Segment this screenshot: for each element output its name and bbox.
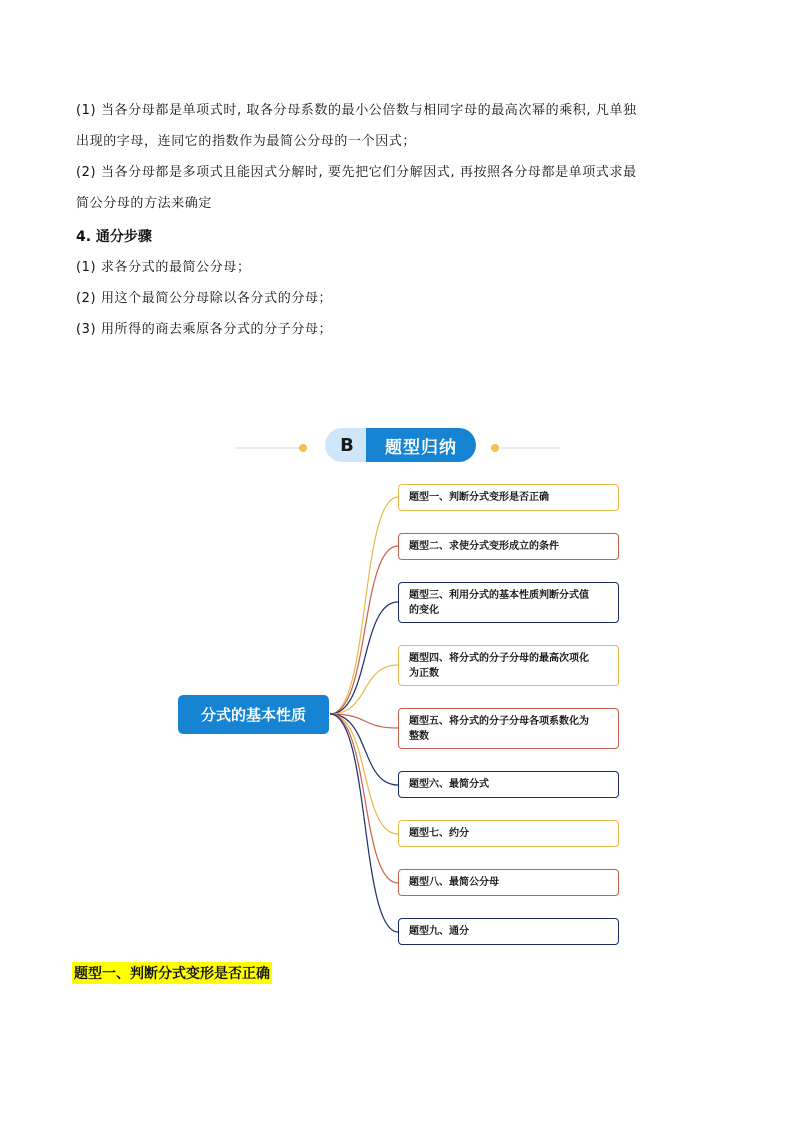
mindmap-root: 分式的基本性质 <box>178 695 329 734</box>
branch-1-label: 题型一、判断分式变形是否正确 <box>409 492 549 503</box>
branch-2-label: 题型二、求使分式变形成立的条件 <box>409 541 559 552</box>
branch-3-label-line-1: 题型三、利用分式的基本性质判断分式值 <box>409 589 589 601</box>
item-1-line-2: 出现的字母，连同它的指数作为最简公分母的一个因式； <box>76 134 417 149</box>
branch-5-label-line-2: 整数 <box>409 730 429 742</box>
step-1: (1) 求各分式的最简公分母； <box>76 260 251 275</box>
branch-4-label-line-1: 题型四、将分式的分子分母的最高次项化 <box>409 652 589 664</box>
mindmap-branch-8 <box>398 869 619 896</box>
mindmap-branch-9 <box>398 918 619 945</box>
section-4-heading: 4. 通分步骤 <box>76 229 152 245</box>
item-1-line-1: (1) 当各分母都是单项式时, 取各分母系数的最小公倍数与相同字母的最高次幂的乘积, 凡单独 <box>76 103 637 118</box>
mindmap-branch-4 <box>398 645 619 686</box>
item-2-line-1: (2) 当各分母都是多项式且能因式分解时, 要先把它们分解因式, 再按照各分母都是单项式求最 <box>76 165 637 180</box>
mindmap-branch-3 <box>398 582 619 623</box>
mindmap-branch-6 <box>398 771 619 798</box>
item-2-line-2: 简公分母的方法来确定 <box>76 196 213 211</box>
branch-4-label-line-2: 为正数 <box>409 667 439 679</box>
branch-9-label: 题型九、通分 <box>409 926 469 937</box>
branch-8-label: 题型八、最简公分母 <box>409 877 499 888</box>
step-3: (3) 用所得的商去乘原各分式的分子分母； <box>76 322 333 337</box>
mindmap-branch-2 <box>398 533 619 560</box>
mindmap-branch-1 <box>398 484 619 511</box>
banner-title: 题型归纳 <box>366 428 476 462</box>
branch-7-label: 题型七、约分 <box>409 828 469 839</box>
mindmap-branch-7 <box>398 820 619 847</box>
step-2: (2) 用这个最简公分母除以各分式的分母； <box>76 291 333 306</box>
mindmap-branch-5 <box>398 708 619 749</box>
branch-6-label: 题型六、最简分式 <box>409 779 489 790</box>
section-title-highlight: 题型一、判断分式变形是否正确 <box>72 962 272 984</box>
banner-letter: B <box>325 428 369 462</box>
branch-5-label-line-1: 题型五、将分式的分子分母各项系数化为 <box>409 715 589 727</box>
branch-3-label-line-2: 的变化 <box>409 604 439 616</box>
